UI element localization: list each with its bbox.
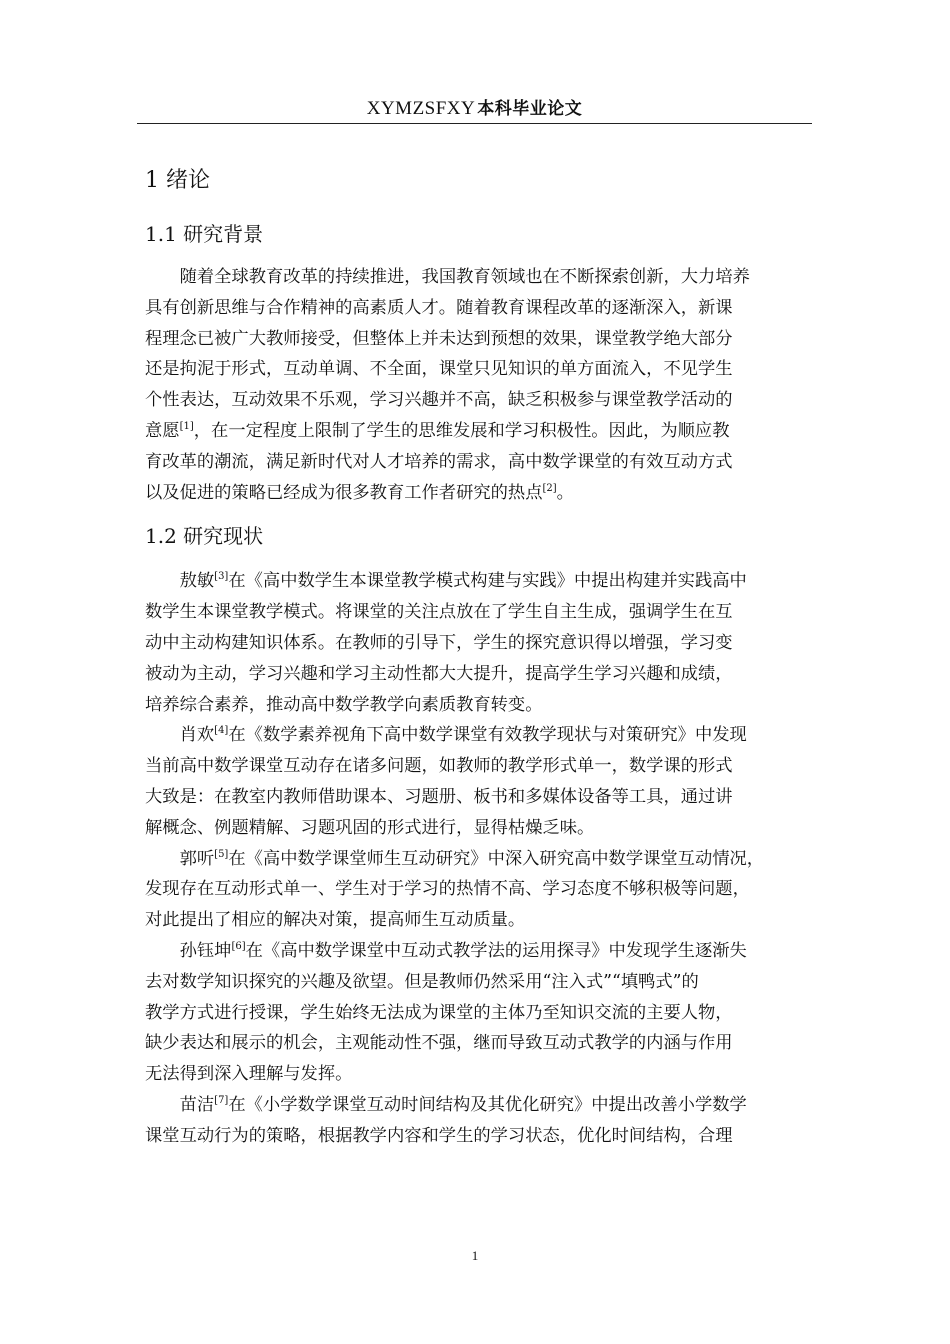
text-line: 被动为主动，学习兴趣和学习主动性都大大提升，提高学生学习兴趣和成绩， (145, 663, 733, 684)
text-line: 程理念已被广大教师接受，但整体上并未达到预想的效果，课堂教学绝大部分 (145, 328, 733, 349)
section-heading-background: 1.1 研究背景 (145, 222, 264, 246)
text-line: 培养综合素养，推动高中数学教学向素质教育转变。 (145, 694, 543, 715)
chapter-heading: 1 绪论 (145, 168, 210, 193)
paragraph-miaojie (145, 1090, 805, 1152)
page-body (145, 160, 805, 1152)
text-line: 具有创新思维与合作精神的高素质人才。随着教育课程改革的逐渐深入，新课 (145, 297, 733, 318)
text-run: 在《数学素养视角下高中数学课堂有效教学现状与对策研究》中发现 (228, 725, 747, 746)
citation-ref: [1] (179, 420, 194, 432)
author-name: 敖敏 (179, 571, 215, 592)
text-line (145, 566, 805, 597)
text-run: 在《高中数学生本课堂教学模式构建与实践》中提出构建并实践高中 (228, 571, 747, 592)
header-rule (137, 123, 812, 124)
text-line: 还是拘泥于形式，互动单调、不全面，课堂只见知识的单方面流入，不见学生 (145, 359, 733, 380)
text-line: 课堂互动行为的策略，根据教学内容和学生的学习状态，优化时间结构，合理 (145, 1125, 733, 1146)
chapter-heading-block (145, 160, 805, 210)
text-line: 缺少表达和展示的机会，主观能动性不强，继而导致互动式教学的内涵与作用 (145, 1033, 733, 1054)
text-line (110, 478, 805, 509)
text-line: 育改革的潮流，满足新时代对人才培养的需求，高中数学课堂的有效互动方式 (145, 451, 733, 472)
text-line: 解概念、例题精解、习题巩固的形式进行，显得枯燥乏味。 (145, 817, 595, 838)
header-title: 本科毕业论文 (477, 99, 583, 119)
text-line: 个性表达，互动效果不乐观，学习兴趣并不高，缺乏积极参与课堂教学活动的 (145, 390, 733, 411)
author-name: 苗洁 (179, 1094, 215, 1115)
text-line: 去对数学知识探究的兴趣及欲望。但是教师仍然采用“注入式”“填鸭式”的 (145, 971, 699, 992)
text-line (110, 416, 805, 447)
author-name: 孙钰坤 (179, 940, 232, 961)
text-line: 当前高中数学课堂互动存在诸多问题，如教师的教学形式单一，数学课的形式 (145, 756, 733, 777)
section-heading-block (145, 210, 805, 262)
citation-ref: [3] (214, 571, 229, 583)
author-name: 肖欢 (179, 725, 215, 746)
text-line: 数学生本课堂教学模式。将课堂的关注点放在了学生自主生成，强调学生在互 (145, 602, 733, 623)
paragraph-sunyukun (145, 936, 805, 1090)
text-run: 。 (556, 482, 574, 503)
paragraph-xiaohuan (145, 720, 805, 843)
text-line: 对此提出了相应的解决对策，提高师生互动质量。 (145, 910, 526, 931)
text-line (145, 720, 805, 751)
section-heading-status: 1.2 研究现状 (145, 524, 264, 549)
citation-ref: [4] (214, 725, 229, 737)
text-run: ，在一定程度上限制了学生的思维发展和学习积极性。因此，为顺应教 (193, 420, 730, 441)
paragraph-aomin (145, 566, 805, 720)
citation-ref: [5] (214, 848, 229, 860)
text-run: 以及促进的策略已经成为很多教育工作者研究的热点 (145, 482, 543, 503)
text-line: 大致是：在教室内教师借助课本、习题册、板书和多媒体设备等工具，通过讲 (145, 786, 733, 807)
paragraph-guoting (145, 844, 805, 936)
text-run: 在《小学数学课堂互动时间结构及其优化研究》中提出改善小学数学 (228, 1094, 747, 1115)
section-heading-block (145, 508, 805, 566)
paragraph-background (145, 262, 805, 508)
text-line: 动中主动构建知识体系。在教师的引导下，学生的探究意识得以增强，学习变 (145, 632, 733, 653)
page-number: 1 (471, 1248, 479, 1263)
text-line (145, 844, 805, 875)
text-run: 意愿 (145, 420, 180, 441)
text-line: 教学方式进行授课，学生始终无法成为课堂的主体乃至知识交流的主要人物， (145, 1002, 733, 1023)
text-run: 在《高中数学课堂中互动式教学法的运用探寻》中发现学生逐渐失 (245, 940, 747, 961)
text-line (145, 1090, 805, 1121)
text-line: 无法得到深入理解与发挥。 (145, 1064, 353, 1085)
text-line (145, 936, 805, 967)
citation-ref: [2] (542, 482, 557, 494)
author-name: 郭听 (179, 848, 215, 869)
header-code: XYMZSFXY (366, 98, 476, 119)
text-line: 随着全球教育改革的持续推进，我国教育领域也在不断探索创新，大力培养 (179, 267, 750, 287)
page-header (137, 96, 812, 122)
text-run: 在《高中数学课堂师生互动研究》中深入研究高中数学课堂互动情况， (228, 848, 765, 869)
citation-ref: [7] (214, 1094, 229, 1106)
text-line: 发现存在互动形式单一、学生对于学习的热情不高、学习态度不够积极等问题， (145, 879, 750, 900)
citation-ref: [6] (231, 940, 246, 952)
